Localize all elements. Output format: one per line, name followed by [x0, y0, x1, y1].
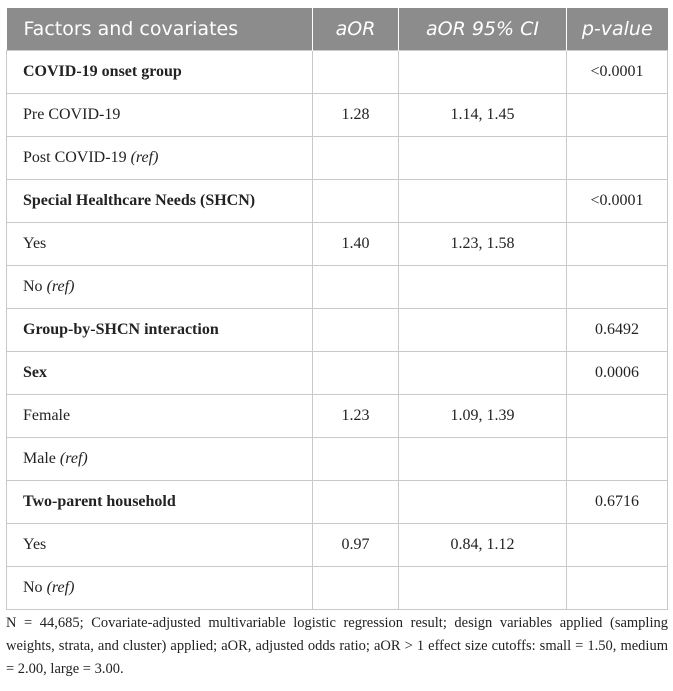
- aor-cell: [313, 352, 399, 395]
- factor-label: Group-by-SHCN interaction: [23, 321, 219, 338]
- aor-cell: [313, 51, 399, 94]
- factor-cell: [7, 180, 313, 223]
- column-header-aor: aOR: [313, 8, 399, 51]
- aor-cell: 1.28: [313, 94, 399, 137]
- p-value-cell: [567, 266, 668, 309]
- ref-marker: (ref): [130, 149, 159, 166]
- ci-cell: 0.84, 1.12: [399, 524, 567, 567]
- table-row: [7, 481, 668, 524]
- p-value-cell: 0.6716: [567, 481, 668, 524]
- factor-label: Special Healthcare Needs (SHCN): [23, 192, 256, 209]
- table-row: [7, 567, 668, 610]
- table-row: [7, 137, 668, 180]
- ci-cell: 1.23, 1.58: [399, 223, 567, 266]
- p-value-cell: 0.6492: [567, 309, 668, 352]
- factor-cell: [7, 266, 313, 309]
- factor-label: No: [23, 278, 47, 295]
- p-value-cell: [567, 94, 668, 137]
- table-row: [7, 94, 668, 137]
- factor-label: COVID-19 onset group: [23, 63, 182, 80]
- factor-cell: [7, 94, 313, 137]
- ci-cell: [399, 51, 567, 94]
- column-header-p-value: p-value: [567, 8, 668, 51]
- ci-cell: [399, 352, 567, 395]
- p-value-cell: [567, 223, 668, 266]
- column-header-ci: aOR 95% CI: [399, 8, 567, 51]
- factor-cell: [7, 51, 313, 94]
- p-value-cell: [567, 567, 668, 610]
- factor-label: Post COVID-19: [23, 149, 131, 166]
- factor-cell: [7, 567, 313, 610]
- table-footnote: N = 44,685; Covariate-adjusted multivariable logistic regression result; design variables applied (sampling weights, strata, and cluster) applied; aOR, adjusted odds ratio; aOR > 1 effect size cutoffs: small = 1.50, medium = 2.00, large = 3.00.: [6, 615, 668, 677]
- aor-cell: [313, 567, 399, 610]
- factor-cell: [7, 223, 313, 266]
- table-header-row: [7, 8, 668, 51]
- p-value-cell: [567, 137, 668, 180]
- factor-label: Male: [23, 450, 60, 467]
- ci-cell: [399, 180, 567, 223]
- aor-cell: [313, 266, 399, 309]
- aor-cell: [313, 137, 399, 180]
- aor-cell: [313, 481, 399, 524]
- table-row: [7, 438, 668, 481]
- factor-cell: [7, 524, 313, 567]
- ci-cell: [399, 438, 567, 481]
- table-row: [7, 266, 668, 309]
- p-value-cell: [567, 395, 668, 438]
- ref-marker: (ref): [46, 579, 75, 596]
- table-row: [7, 309, 668, 352]
- factor-cell: [7, 137, 313, 180]
- p-value-cell: [567, 438, 668, 481]
- results-table-container: [6, 8, 667, 610]
- ci-cell: [399, 309, 567, 352]
- factor-label: Female: [23, 407, 71, 424]
- table-row: [7, 352, 668, 395]
- factor-label: Pre COVID-19: [23, 106, 121, 123]
- table-row: [7, 524, 668, 567]
- p-value-cell: <0.0001: [567, 180, 668, 223]
- factor-cell: [7, 352, 313, 395]
- aor-cell: 1.40: [313, 223, 399, 266]
- p-value-cell: [567, 524, 668, 567]
- factor-label: No: [23, 579, 47, 596]
- p-value-cell: <0.0001: [567, 51, 668, 94]
- factor-label: Two-parent household: [23, 493, 176, 510]
- factor-cell: [7, 481, 313, 524]
- table-row: [7, 51, 668, 94]
- ref-marker: (ref): [46, 278, 75, 295]
- results-table: [6, 8, 668, 610]
- aor-cell: 1.23: [313, 395, 399, 438]
- table-row: [7, 223, 668, 266]
- factor-label: Yes: [23, 235, 47, 252]
- table-row: [7, 395, 668, 438]
- aor-cell: [313, 309, 399, 352]
- ci-cell: [399, 266, 567, 309]
- ref-marker: (ref): [59, 450, 88, 467]
- ci-cell: 1.14, 1.45: [399, 94, 567, 137]
- p-value-cell: 0.0006: [567, 352, 668, 395]
- factor-cell: [7, 309, 313, 352]
- aor-cell: [313, 180, 399, 223]
- factor-cell: [7, 395, 313, 438]
- factor-label: Sex: [23, 364, 47, 381]
- table-row: [7, 180, 668, 223]
- ci-cell: [399, 481, 567, 524]
- aor-cell: [313, 438, 399, 481]
- aor-cell: 0.97: [313, 524, 399, 567]
- ci-cell: [399, 567, 567, 610]
- ci-cell: [399, 137, 567, 180]
- column-header-factors: Factors and covariates: [7, 8, 313, 51]
- ci-cell: 1.09, 1.39: [399, 395, 567, 438]
- factor-label: Yes: [23, 536, 47, 553]
- factor-cell: [7, 438, 313, 481]
